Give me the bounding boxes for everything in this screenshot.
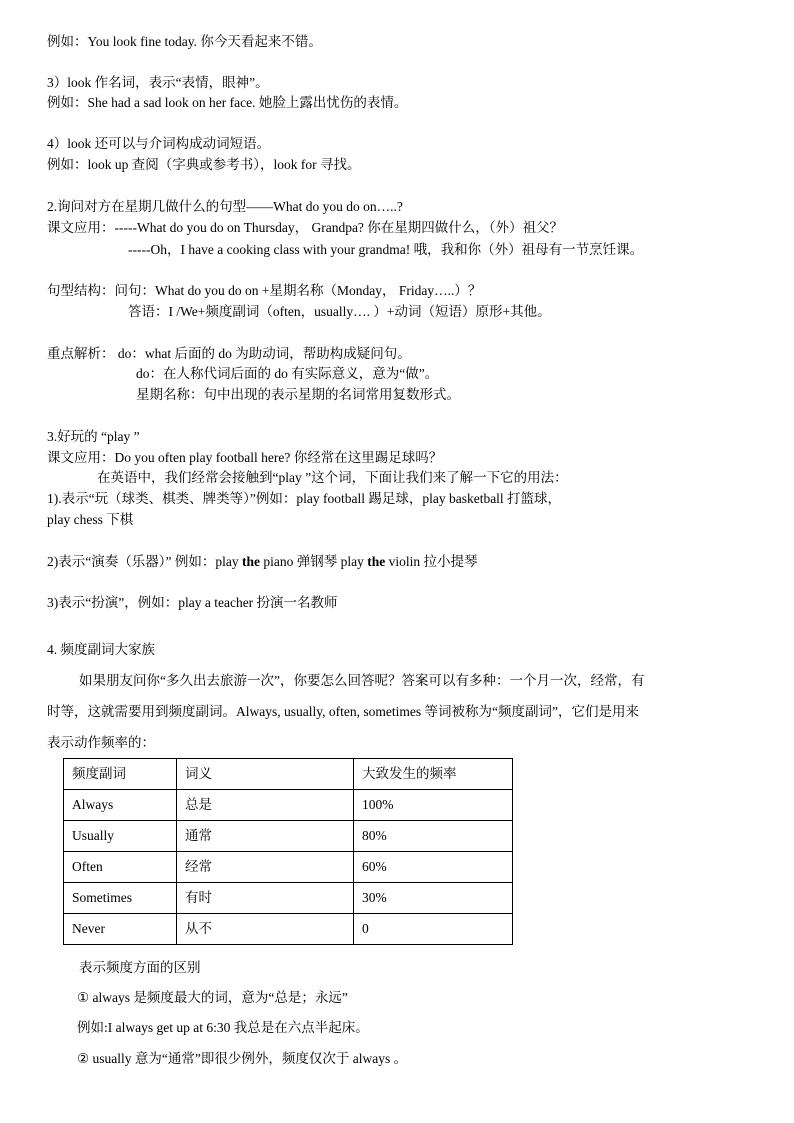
always-example: 例如:I always get up at 6:30 我总是在六点半起床。 [77, 1020, 369, 1035]
table-cell: 100% [354, 790, 513, 821]
key-analysis-2: do：在人称代词后面的 do 有实际意义，意为“做”。 [136, 366, 439, 381]
play-usage-2-text-b: piano 弹钢琴 play [259, 554, 368, 569]
table-cell: 0 [354, 914, 513, 945]
table-header-cell: 词义 [177, 759, 354, 790]
table-row [64, 914, 513, 945]
always-explanation: ① always 是频度最大的词，意为“总是；永远” [77, 990, 348, 1005]
play-usage-2-text-a: 2)表示“演奏（乐器）” 例如：play [47, 554, 242, 569]
play-intro: 在英语中，我们经常会接触到“play ”这个词，下面让我们来了解一下它的用法： [97, 470, 568, 485]
frequency-intro-1: 如果朋友问你“多久出去旅游一次”，你要怎么回答呢？答案可以有多种：一个月一次，经常，有 [79, 673, 645, 688]
frequency-intro-3: 表示动作频率的： [47, 735, 155, 750]
section-4-heading: 4. 频度副词大家族 [47, 642, 155, 657]
play-usage-1-cont: play chess 下棋 [47, 512, 134, 527]
text-application-question: 课文应用：-----What do you do on Thursday， Grandpa? 你在星期四做什么，（外）祖父？ [47, 220, 564, 235]
play-usage-2 [47, 552, 478, 572]
table-row [64, 883, 513, 914]
table-row [64, 790, 513, 821]
frequency-difference-heading: 表示频度方面的区别 [79, 960, 201, 975]
frequency-intro-2: 时等，这就需要用到频度副词。Always, usually, often, sometimes 等词被称为“频度副词”，它们是用来 [47, 704, 639, 719]
play-usage-2-the-2: the [367, 554, 386, 569]
table-cell: 从不 [177, 914, 354, 945]
table-header-cell: 大致发生的频率 [354, 759, 513, 790]
table-cell: 总是 [177, 790, 354, 821]
sentence-structure-answer: 答语：I /We+频度副词（often，usually…. ）+动词（短语）原形+其他。 [128, 304, 551, 319]
point-3-heading: 3）look 作名词，表示“表情，眼神”。 [47, 75, 269, 90]
usually-explanation: ② usually 意为“通常”即很少例外，频度仅次于 always 。 [77, 1051, 408, 1066]
section-2-heading: 2.询问对方在星期几做什么的句型——What do you do on…..? [47, 199, 403, 214]
play-usage-3: 3)表示“扮演”，例如：play a teacher 扮演一名教师 [47, 595, 338, 610]
table-row [64, 852, 513, 883]
text-application-answer: -----Oh，I have a cooking class with your grandma! 哦，我和你（外）祖母有一节烹饪课。 [128, 242, 644, 257]
table-cell: Always [64, 790, 177, 821]
table-cell: 有时 [177, 883, 354, 914]
example-look-up: 例如：look up 查阅（字典或参考书），look for 寻找。 [47, 157, 361, 172]
key-analysis-1: 重点解析： do：what 后面的 do 为助动词，帮助构成疑问句。 [47, 346, 411, 361]
example-look-fine: 例如：You look fine today. 你今天看起来不错。 [47, 34, 322, 49]
key-analysis-3: 星期名称：句中出现的表示星期的名词常用复数形式。 [136, 387, 460, 402]
point-4-heading: 4）look 还可以与介词构成动词短语。 [47, 136, 271, 151]
sentence-structure-question: 句型结构：问句：What do you do on +星期名称（Monday， Friday…..）？ [47, 283, 482, 298]
table-cell: Never [64, 914, 177, 945]
table-header-row [64, 759, 513, 790]
table-cell: 经常 [177, 852, 354, 883]
section-3-heading: 3.好玩的 “play ” [47, 429, 140, 444]
frequency-adverb-table [63, 758, 513, 945]
table-cell: 80% [354, 821, 513, 852]
table-row [64, 821, 513, 852]
table-cell: 通常 [177, 821, 354, 852]
example-sad-look: 例如：She had a sad look on her face. 她脸上露出忧伤的表情。 [47, 95, 408, 110]
play-text-application: 课文应用：Do you often play football here? 你经常在这里踢足球吗？ [47, 450, 443, 465]
table-cell: Usually [64, 821, 177, 852]
play-usage-2-text-c: violin 拉小提琴 [385, 554, 478, 569]
table-cell: 30% [354, 883, 513, 914]
play-usage-1: 1).表示“玩（球类、棋类、牌类等）”例如：play football 踢足球，play basketball 打篮球， [47, 491, 562, 506]
table-cell: 60% [354, 852, 513, 883]
table-cell: Often [64, 852, 177, 883]
play-usage-2-the-1: the [241, 554, 260, 569]
table-cell: Sometimes [64, 883, 177, 914]
table-header-cell: 频度副词 [64, 759, 177, 790]
